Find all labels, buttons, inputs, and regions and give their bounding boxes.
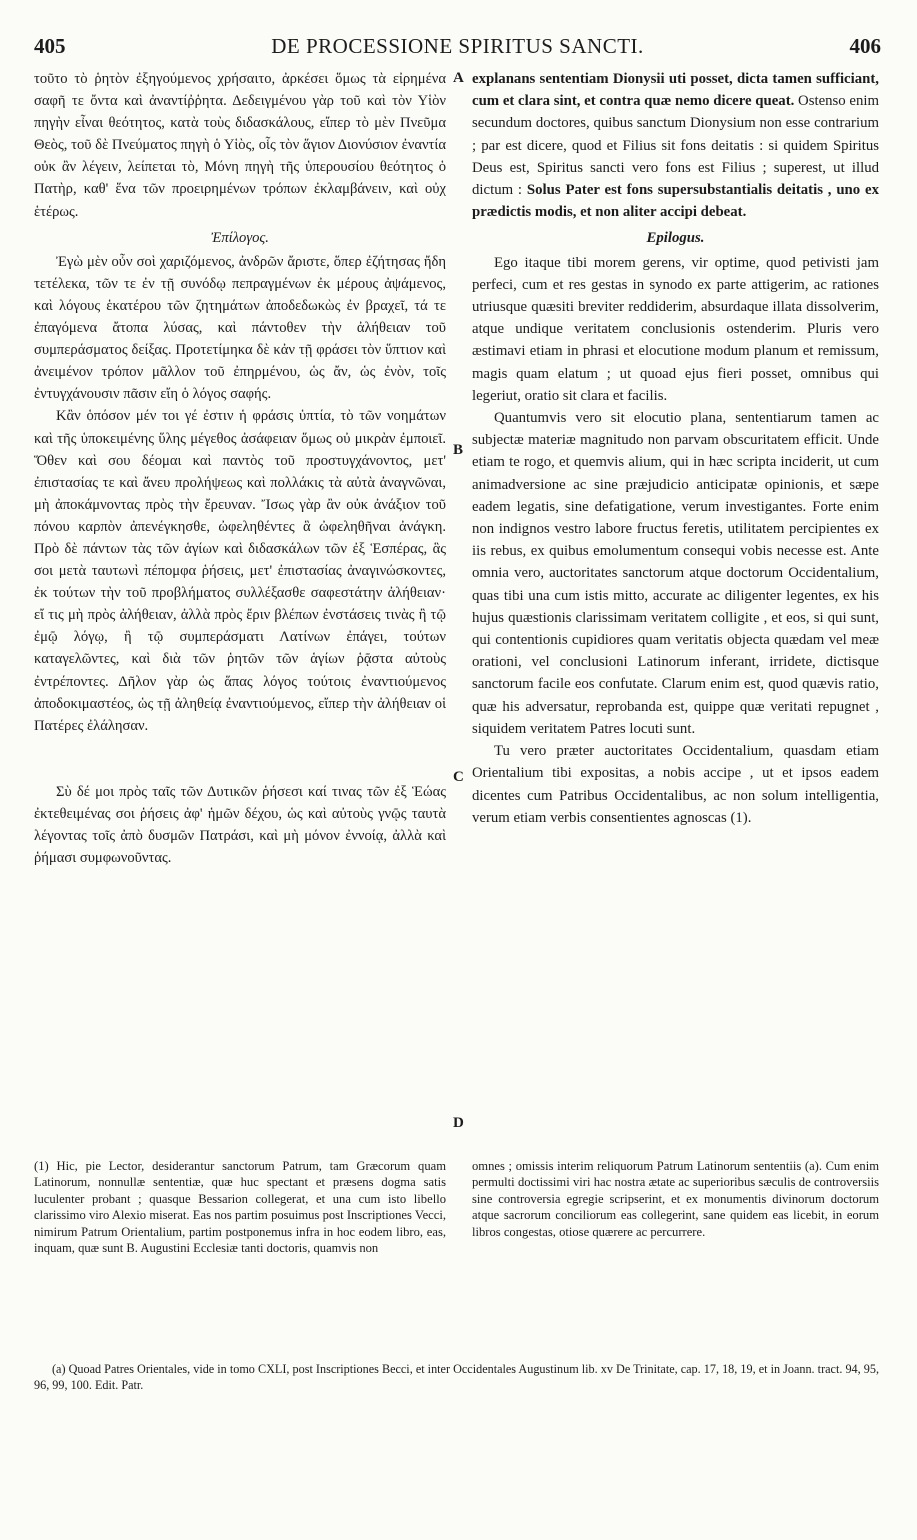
greek-paragraph: Σὺ δέ μοι πρὸς ταῖς τῶν Δυτικῶν ῥήσεσι καί τινας τῶν ἐξ Ἑώας ἐκτεθειμένας σοι ῥήσεις ἀφ' ἡμῶν δέχου, ὡς καὶ αὐτοὺς γνῷς ταυτὰ λέγοντας τοῖς ἀπὸ δυσμῶν Πατράσι, καὶ μὴ μόνον ἐννοίᾳ, ἀλλὰ καὶ ῥήμασι συμφωνοῦντας. — [34, 783, 446, 867]
running-title: DE PROCESSIONE SPIRITUS SANCTI. — [271, 34, 644, 58]
sub-footnote-text: (a) Quoad Patres Orientales, vide in tomo CXLI, post Inscriptiones Becci, et inter Occidentales Augustinum lib. xv De Trinitate, cap. 17, 18, 19, et in Joann. tract. 94, 95, 96, 99, 100. Edit. Patr. — [34, 1362, 879, 1392]
latin-column — [472, 68, 879, 829]
footnote-text: omnes ; omissis interim reliquorum Patrum Latinorum sententiis (a). Cum enim permulti doctissimi viri hac nostra ætate ac superioribus sæculis de controversiis sine controversia egregie scripserint, et ex monumentis divinorum doctorum atque sacrorum conciliorum eas collegerint, sane quidem eas licebit, in eorum libros congestas, otiose quærere ac percurrere. — [472, 1159, 879, 1239]
greek-epilogue-title: Ἐπίλογος. — [211, 229, 269, 246]
margin-marker-d: D — [453, 1115, 464, 1131]
latin-paragraph: Tu vero præter auctoritates Occidentalium, quasdam etiam Orientalium tibi expositas, a nobis accipe , ut et ipsos eadem dicentes cum Patribus Occidentalibus, ac non solum intelligentia, verum etiam verbis consentientes agnoscas (1). — [472, 743, 879, 826]
margin-marker-c: C — [453, 769, 464, 785]
footnote-left — [34, 1158, 446, 1256]
page-number-left: 405 — [34, 34, 66, 58]
page-number-right: 406 — [849, 34, 881, 58]
latin-paragraph: Quantumvis vero sit elocutio plana, sententiarum tamen ac subjectæ materiæ magnitudo non parvam obscuritatem efficit. Unde etiam te rogo, et quemvis alium, qui in hæc scripta inciderit, ut cum animadversione ac sine præjudicio anticipatæ opinionis, et sæpe eadem legatis, sine defatigatione, verum investigantes. Forte enim non indignos vestro labore fructus feretis, utilitatem percipientes ex iis rebus, ex quibus emolumentum consequi vobis necesse est. Ante omnia vero, auctoritates sanctorum atque doctorum Occidentalium, quas tibi una cum istis mitto, accurate ac diligenter legentes, ex his hujus quæstionis clarissimam veritatem colligite , et eos, si qui sunt, qui contentionis cupidiores quam veritatis objecta quædam vel meæ orationi, vel conclusioni Latinorum inferant, irridete, dictisque sanctorum facile eos confutate. Clarum enim est, quod quævis ratio, quæ his adversatur, reprobanda est, quippe quæ veritati repugnet , siquidem veritatem Patres locuti sunt. — [472, 410, 879, 737]
latin-paragraph: Ego itaque tibi morem gerens, vir optime, quod petivisti jam perfeci, cum et res gestas in synodo ex parte attigerim, ac rationes utriusque quæsiti breviter reddiderim, absurdaque illata dissolverim, atque undique veritatem conclusionis ostenderim. Pluris vero æstimavi etiam in phrasi et elocutione modum planum et remissum, magis quam elatum ; ut quoad ejus fieri posset, omnibus qui legeriut, oratio sit clara et facilis. — [472, 254, 879, 404]
margin-marker-a: A — [453, 70, 464, 86]
footnote-right — [472, 1158, 879, 1240]
margin-marker-b: B — [453, 442, 464, 458]
column-gap — [34, 737, 446, 781]
footnote-text: (1) Hic, pie Lector, desiderantur sanctorum Patrum, tam Græcorum quam Latinorum, nonnullæ sententiæ, quæ huc spectant et præsens dogma satis luculenter probant ; quasque Bessarion collegerat, et una cum isto libello clarissimo viro Alexio miserat. Eas nos partim posuimus post Inscriptiones Vecci, nimirum Patrum Orientalium, partim postponemus infra in hoc eodem libro, eas, inquam, quæ sunt B. Augustini Ecclesiæ tanti doctoris, quamvis non — [34, 1159, 446, 1256]
latin-text: Ostenso enim secundum doctores, quibus sanctum Dionysium non esse contrarium ; par est dicere, quod et Filius sit fons deitatis : si quidem Spiritus Deus est, Spiritus sancti vero fons est Filius ; superest, ut illud dictum : — [472, 93, 879, 199]
sub-footnote — [34, 1361, 879, 1393]
latin-text-bold: Solus Pater est fons supersubstantialis deitatis , uno ex prædictis modis, et non aliter accipi debeat. — [472, 182, 879, 221]
page-header — [34, 34, 881, 60]
greek-paragraph: Ἐγὼ μὲν οὖν σοὶ χαριζόμενος, ἀνδρῶν ἄριστε, ὅπερ ἐζήτησας ἤδη τετέλεκα, τῶν τε ἐν τῇ συνόδῳ πεπραγμένων ἐκ μέρους ἀψάμενος, καὶ λόγους ἑκατέρου τῶν ζητημάτων ἀποδεδωκὼς ἐν βραχεῖ, τά τε ἐπαγόμενα ἄτοπα λύσας, καὶ πάντοθεν τὴν ἀλήθειαν τοῦ συμπεράσματος δείξας. Προτετίμηκα δὲ κἀν τῇ φράσει τὸν ὕπτιον καὶ ἀνειμένον τρόπον μᾶλλον τοῦ ἐπηρμένου, ὡς ἄν, ὡς ἐνὸν, τοῖς ἐντυγχάνουσιν πᾶσιν εἴη ὁ λόγος σαφής. — [34, 253, 446, 403]
greek-paragraph: Κἂν ὁπόσον μέν τοι γέ ἐστιν ἡ φράσις ὑπτία, τὸ τῶν νοημάτων καὶ τῆς ὑποκειμένης ὕλης μέγεθος ἀσάφειαν ὅμως οὐ μικρὰν ἐμποιεῖ. Ὅθεν καὶ σου δέομαι καὶ παντὸς τοῦ προστυγχάνοντος, μετ' ἐπιστασίας τε καὶ ἄνευ προλήψεως καὶ πολλάκις τὰ αὐτὰ ἀναγνῶναι, μὴ ἀποκάμνοντας πρὸς τὴν ἔρευναν. Ἴσως γὰρ ἂν οὐκ ἀνάξιον τοῦ πόνου καρπὸν ἀπενέγκησθε, ὠφεληθέντες ἃ ὠφεληθῆναι ἀνάγκη. Πρὸ δὲ πάντων τὰς τῶν ἁγίων καὶ διδασκάλων τῶν ἐξ Ἑσπέρας, ἃς σοι μετὰ ταυτωνὶ πέπομφα ῥήσεις, μετ' ἐπιστασίας ἀναγινώσκοντες, ἐκ τούτων τὴν τοῦ προβλήματος συλλέξασθε σαφεστάτην ἀλήθειαν· εἴ τις μὴ πρὸς ἀλήθειαν, ἀλλὰ πρὸς ἔριν βλέπων ἐνστάσεις τινὰς ἢ τῷ ἐμῷ λόγῳ, ἢ τῷ συμπεράσματι Λατίνων ἐπάγει, τούτων καταγελῶντες, καὶ διὰ τῶν ῥητῶν τῶν ἁγίων ῥᾷστα αὐτοὺς ἐντρέποντες. Δῆλον γὰρ ὡς ἅπας λόγος τούτοις ἐναντιούμενος ἀποδοκιμαστέος, ὡς τῇ ἀληθείᾳ ἐναντιούμενος, εἴπερ τὴν ἀλήθειαν οἱ Πατέρες ἐλάλησαν. — [34, 408, 446, 734]
greek-column — [34, 68, 446, 869]
greek-paragraph: τοῦτο τὸ ῥητὸν ἐξηγούμενος χρήσαιτο, ἀρκέσει ὅμως τὰ εἰρημένα σαφῆ τε ὄντα καὶ ἀναντίῤῥητα. Δεδειγμένου γὰρ τοῦ καὶ τὸν Υἱὸν πηγὴν εἶναι θεότητος, κατὰ τοὺς διδασκάλους, εἴπερ τὸ μὲν Πνεῦμα Θεὸς, τοῦ δὲ Πνεύματος πηγὴ ὁ Υἱὸς, οἷς τὸν ἅγιον Διονύσιον ἐναντία οὐκ ἂν λέγειν, λείπεται τὸ, Μόνη πηγὴ τῆς ὑπερουσίου θεότητος ὁ Πατὴρ, καθ' ἕνα τῶν προειρημένων τρόπων ἐκλαμβάνειν, καὶ οὐχ ἑτέρως. — [34, 71, 446, 220]
latin-epilogue-title: Epilogus. — [646, 230, 705, 247]
latin-text-bold: explanans sententiam Dionysii uti posset, dicta tamen sufficiant, cum et clara sint, et contra quæ nemo dicere queat. — [472, 71, 879, 110]
latin-paragraph — [472, 68, 879, 223]
